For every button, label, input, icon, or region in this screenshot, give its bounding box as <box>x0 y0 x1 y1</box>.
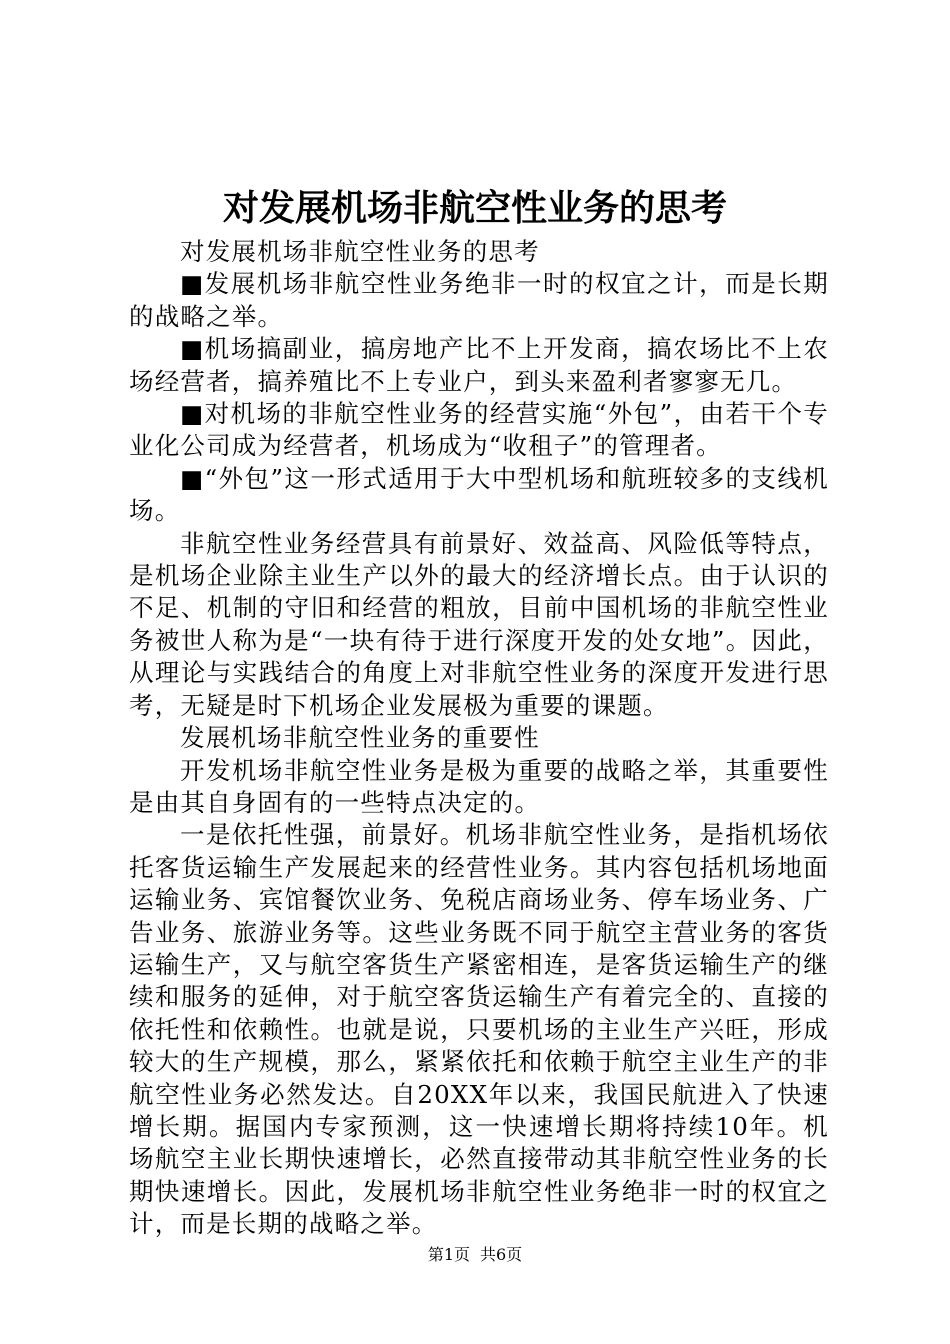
paragraph: ■发展机场非航空性业务绝非一时的权宜之计，而是长期的战略之举。 <box>129 269 829 331</box>
paragraph: ■机场搞副业，搞房地产比不上开发商，搞农场比不上农场经营者，搞养殖比不上专业户，到头来盈利者寥寥无几。 <box>129 334 829 396</box>
paragraph: 非航空性业务经营具有前景好、效益高、风险低等特点，是机场企业除主业生产以外的最大的经济增长点。由于认识的不足、机制的守旧和经营的粗放，目前中国机场的非航空性业务被世人称为是“一块有待于进行深度开发的处女地”。因此，从理论与实践结合的角度上对非航空性业务的深度开发进行思考，无疑是时下机场企业发展极为重要的课题。 <box>129 528 829 720</box>
paragraph: ■“外包”这一形式适用于大中型机场和航班较多的支线机场。 <box>129 463 829 526</box>
paragraph: 对发展机场非航空性业务的思考 <box>180 237 540 266</box>
paragraph: 开发机场非航空性业务是极为重要的战略之举，其重要性是由其自身固有的一些特点决定的。 <box>129 755 829 817</box>
section-heading: 发展机场非航空性业务的重要性 <box>180 723 540 753</box>
paragraph: ■对机场的非航空性业务的经营实施“外包”，由若干个专业化公司成为经营者，机场成为“收租子”的管理者。 <box>129 399 829 461</box>
page-total: 共6页 <box>480 1245 523 1264</box>
paragraph: 一是依托性强，前景好。机场非航空性业务，是指机场依托客货运输生产发展起来的经营性业务。其内容包括机场地面运输业务、宾馆餐饮业务、免税店商场业务、停车场业务、广告业务、旅游业务等。这些业务既不同于航空主营业务的客货运输生产，又与航空客货生产紧密相连，是客货运输生产的继续和服务的延伸，对于航空客货运输生产有着完全的、直接的依托性和依赖性。也就是说，只要机场的主业生产兴旺，形成较大的生产规模，那么，紧紧依托和依赖于航空主业生产的非航空性业务必然发达。自20XX年以来，我国民航进入了快速增长期。据国内专家预测，这一快速增长期将持续10年。机场航空主业长期快速增长，必然直接带动其非航空性业务的长期快速增长。因此，发展机场非航空性业务绝非一时的权宜之计，而是长期的战略之举。 <box>129 820 829 1239</box>
page-footer <box>0 1243 950 1267</box>
document-body <box>129 236 829 1241</box>
page-number: 第1页 <box>427 1245 470 1264</box>
document-title: 对发展机场非航空性业务的思考 <box>222 187 727 229</box>
